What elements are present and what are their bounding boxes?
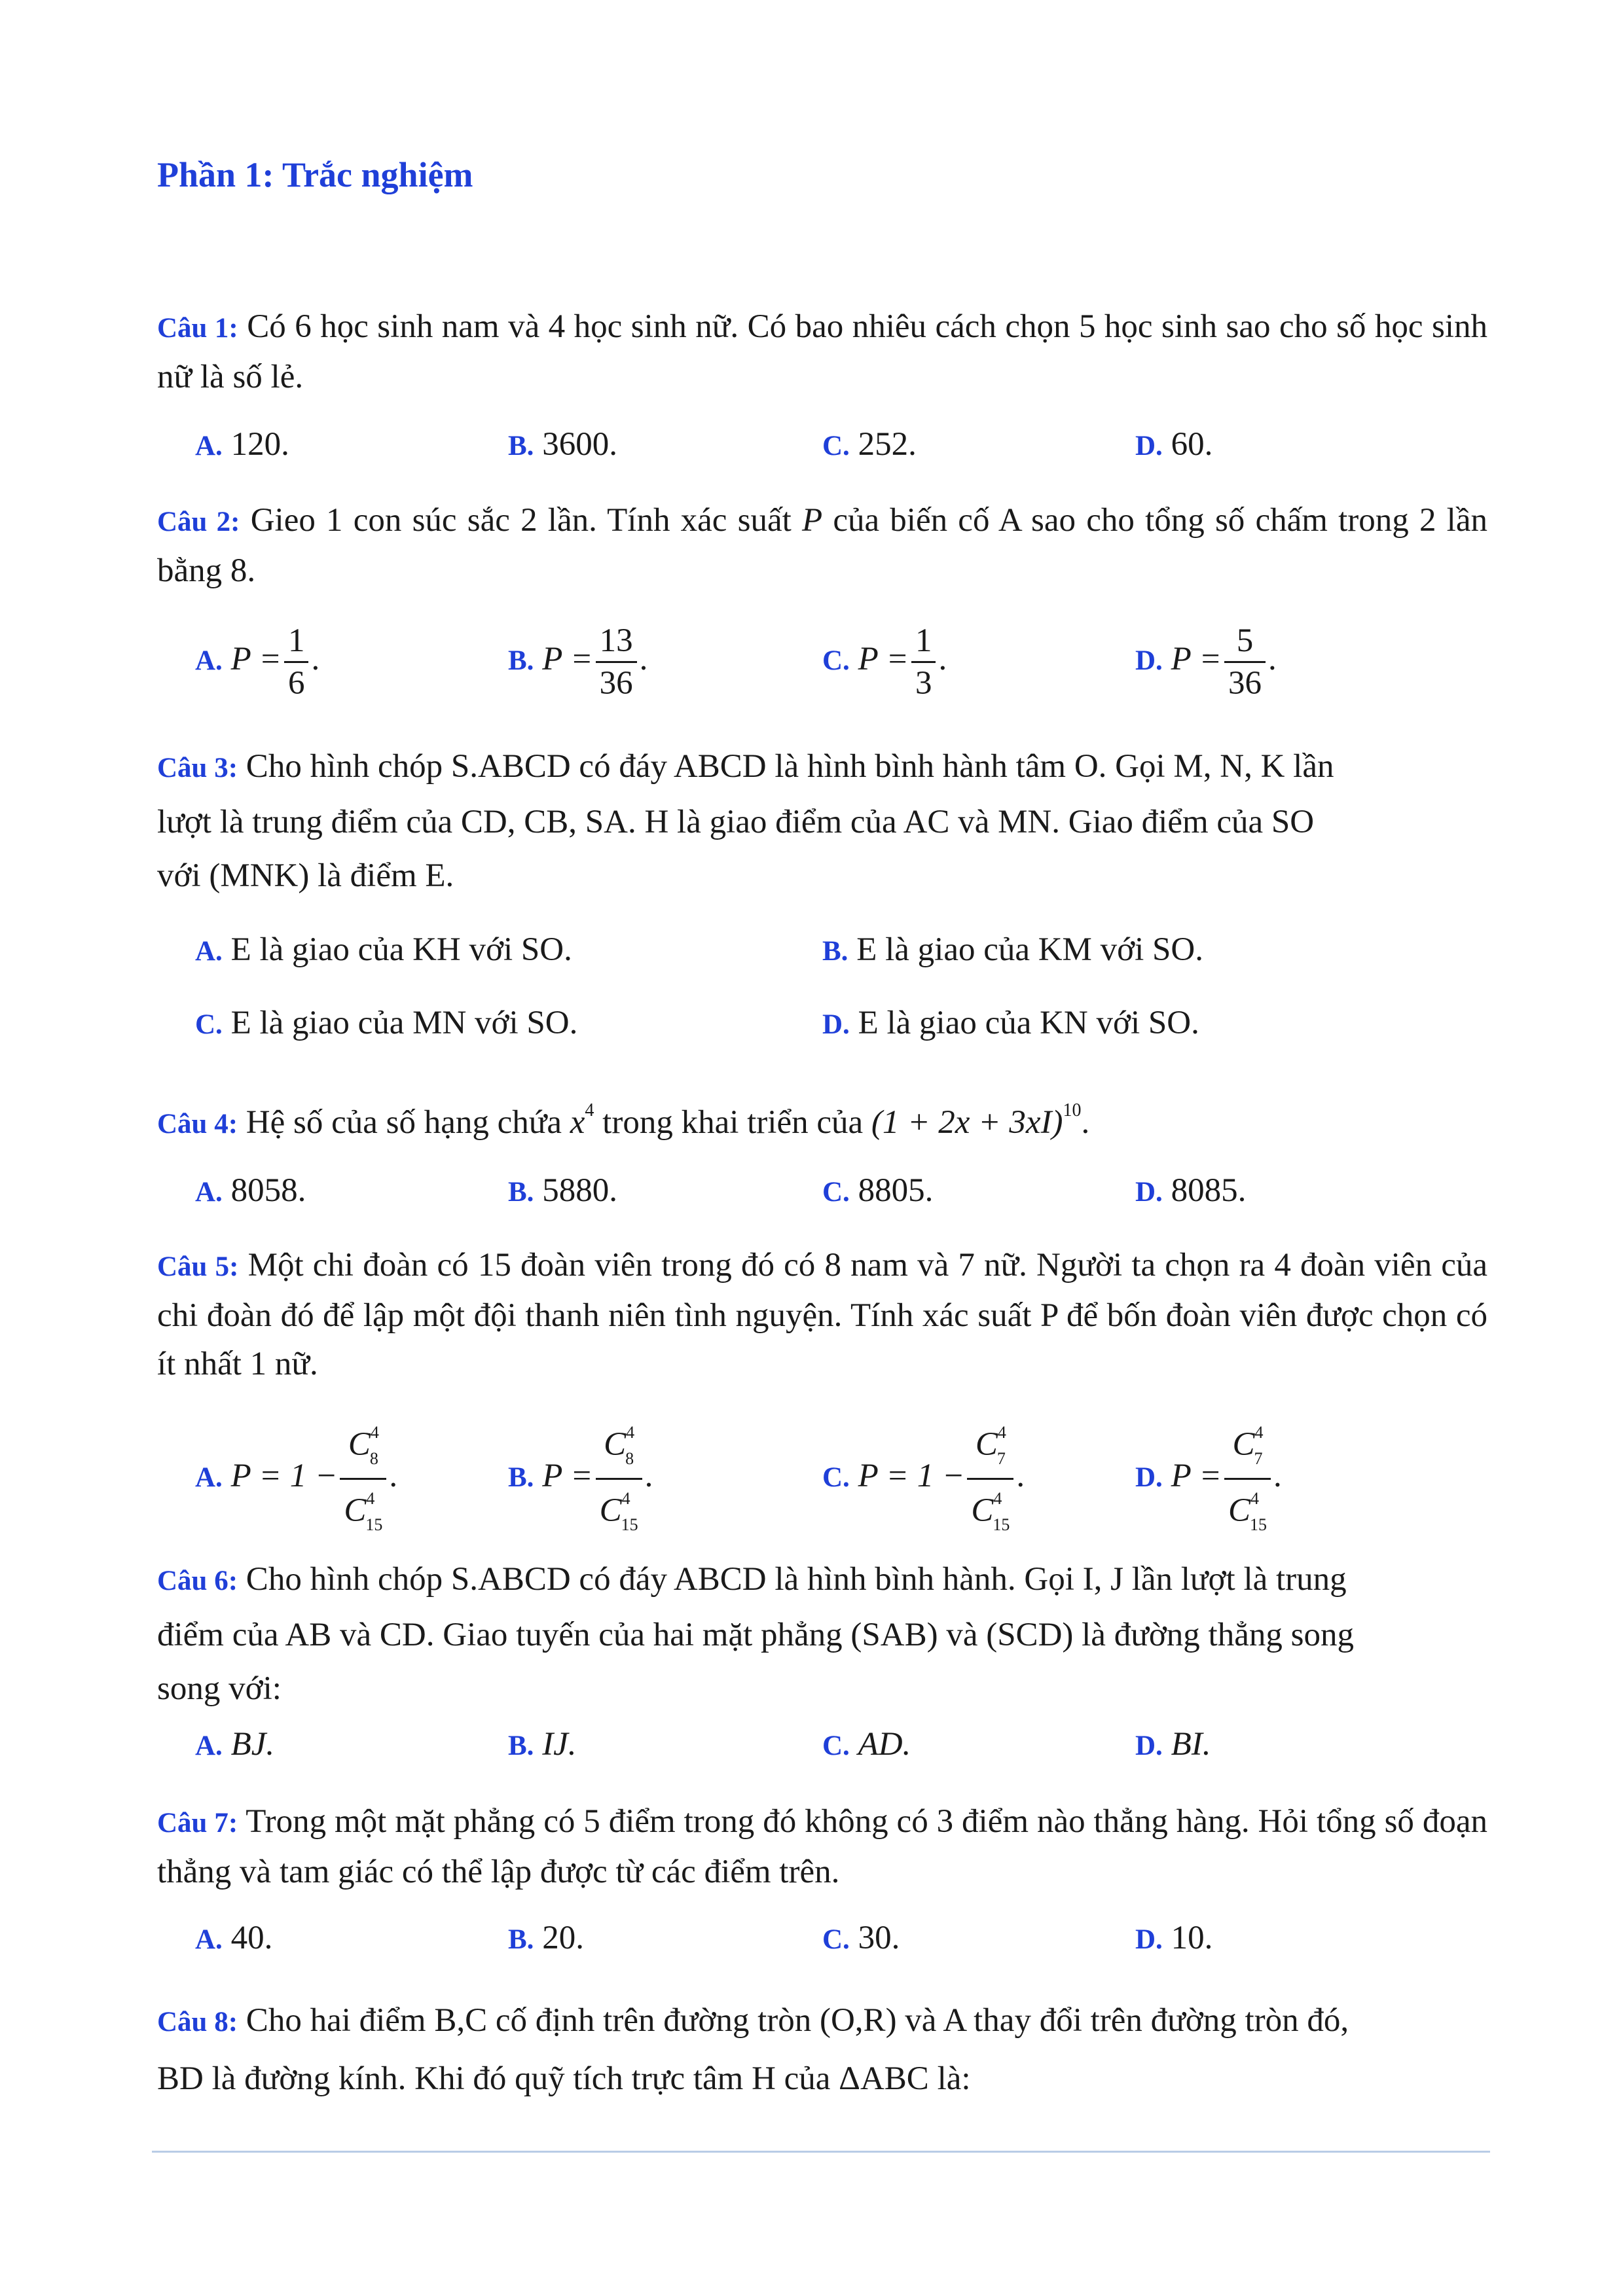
option-text: 40. xyxy=(230,1920,273,1956)
option-c[interactable] xyxy=(195,1004,577,1042)
option-c[interactable] xyxy=(822,1172,933,1210)
option-a[interactable] xyxy=(195,1172,306,1210)
option-text: 252. xyxy=(858,426,917,463)
question-text: Cho hai điểm B,C cố định trên đường tròn (O,R) và A thay đổi trên đường tròn đó, xyxy=(246,2002,1349,2039)
option-label: A. xyxy=(195,645,223,677)
math-lhs: P = xyxy=(230,641,282,678)
option-label: D. xyxy=(1135,1924,1163,1955)
numerator: $C^4_8$ xyxy=(340,1414,386,1480)
question-text: của biến cố A sao cho tổng số chấm trong 2 lần bằng 8. xyxy=(157,502,1487,589)
option-a[interactable] xyxy=(195,425,289,463)
option-label: C. xyxy=(822,431,850,461)
option-d[interactable] xyxy=(1135,1172,1246,1210)
option-text: 8805. xyxy=(858,1172,934,1209)
option-label: B. xyxy=(508,1177,534,1208)
question-8 xyxy=(157,1992,1487,2107)
math-expression: (1 + 2x + 3xI) xyxy=(871,1104,1063,1141)
section-title: Phần 1: Trắc nghiệm xyxy=(157,155,473,194)
numerator: 5 xyxy=(1224,620,1266,663)
option-a[interactable] xyxy=(195,1919,272,1957)
question-label: Câu 6: xyxy=(157,1566,238,1596)
question-text: với (MNK) là điểm E. xyxy=(157,857,454,894)
option-a[interactable]: A. P = 1 − $\frac{C^4_8}{C^4_{15}}$ . xyxy=(195,1414,397,1544)
option-label: C. xyxy=(195,1009,223,1040)
option-label: B. xyxy=(508,1924,534,1955)
option-text: 120. xyxy=(230,426,289,463)
question-text: điểm của AB và CD. Giao tuyến của hai mặt phẳng (SAB) và (SCD) là đường thẳng song xyxy=(157,1617,1354,1653)
option-b[interactable]: B. P = $\frac{C^4_8}{C^4_{15}}$ . xyxy=(508,1414,653,1544)
option-text: 20. xyxy=(542,1920,584,1956)
option-b[interactable]: B. P = $\frac{13}{36}$ . xyxy=(508,620,647,704)
denominator: $C^4_{15}$ xyxy=(1228,1489,1267,1534)
option-d[interactable]: D. P = $\frac{C^4_7}{C^4_{15}}$ . xyxy=(1135,1414,1282,1544)
option-label: B. xyxy=(822,936,848,967)
option-d[interactable] xyxy=(1135,1725,1211,1763)
denominator: 3 xyxy=(915,665,932,702)
math-var: x xyxy=(570,1104,585,1141)
denominator: 6 xyxy=(287,665,305,702)
math-lhs: P = xyxy=(542,1458,593,1495)
question-text: BD là đường kính. Khi đó quỹ tích trực tâm H của ΔABC là: xyxy=(157,2060,971,2097)
option-label: C. xyxy=(822,645,850,677)
question-5 xyxy=(157,1241,1487,1388)
option-c[interactable] xyxy=(822,1725,911,1763)
question-text: Cho hình chóp S.ABCD có đáy ABCD là hình bình hành. Gọi I, J lần lượt là trung xyxy=(246,1561,1347,1598)
option-b[interactable] xyxy=(508,1725,577,1763)
denominator: 36 xyxy=(1228,665,1262,702)
footer-divider xyxy=(152,2151,1490,2153)
question-label: Câu 5: xyxy=(157,1251,239,1282)
question-text: Một chi đoàn có 15 đoàn viên trong đó có 8 nam và 7 nữ. Người ta chọn ra 4 đoàn viên của chi đoàn đó để lập một đội thanh niên tình nguyện. Tính xác suất P để bốn đoàn viên được chọn có ít nhất 1 nữ. xyxy=(157,1247,1488,1382)
denominator: $C^4_{15}$ xyxy=(599,1489,638,1534)
option-text: E là giao của KM với SO. xyxy=(856,931,1203,968)
option-text: BI. xyxy=(1171,1726,1211,1763)
option-c[interactable]: C. P = $\frac{1}{3}$ . xyxy=(822,620,947,704)
option-text: BJ. xyxy=(230,1726,275,1763)
option-label: D. xyxy=(1135,1462,1163,1494)
power: 4 xyxy=(585,1100,594,1121)
option-label: B. xyxy=(508,1731,534,1761)
question-text: song với: xyxy=(157,1670,282,1707)
option-text: E là giao của MN với SO. xyxy=(230,1005,578,1041)
question-3 xyxy=(157,740,1487,903)
math-var: P xyxy=(801,502,823,539)
option-d[interactable] xyxy=(1135,1919,1213,1957)
question-label: Câu 8: xyxy=(157,2007,238,2037)
option-text: 8085. xyxy=(1171,1172,1247,1209)
question-text: trong khai triển của xyxy=(602,1104,864,1141)
option-a[interactable]: A. P = $\frac{1}{6}$ . xyxy=(195,620,319,704)
option-text: 30. xyxy=(858,1920,900,1956)
option-label: A. xyxy=(195,1731,223,1761)
numerator: 1 xyxy=(911,620,936,663)
option-label: C. xyxy=(822,1924,850,1955)
denominator: $C^4_{15}$ xyxy=(344,1489,383,1534)
question-1 xyxy=(157,302,1487,401)
option-label: A. xyxy=(195,431,223,461)
math-lhs: P = xyxy=(858,641,909,678)
question-4: Câu 4: Hệ số của số hạng chứa $x^4$ trong khai triển của $(1 + 2x + 3xI)^{10}$. xyxy=(157,1100,1090,1141)
denominator: $C^4_{15}$ xyxy=(971,1489,1010,1534)
numerator: 1 xyxy=(284,620,309,663)
option-label: A. xyxy=(195,1177,223,1208)
numerator: $C^4_7$ xyxy=(967,1414,1013,1480)
option-b[interactable] xyxy=(508,1919,584,1957)
option-b[interactable] xyxy=(508,1172,617,1210)
option-label: B. xyxy=(508,645,534,677)
question-7 xyxy=(157,1797,1487,1896)
option-label: A. xyxy=(195,1462,223,1494)
option-label: D. xyxy=(822,1009,850,1040)
question-text: Cho hình chóp S.ABCD có đáy ABCD là hình bình hành tâm O. Gọi M, N, K lần xyxy=(246,748,1334,785)
option-label: C. xyxy=(822,1177,850,1208)
question-text: Hệ số của số hạng chứa xyxy=(246,1104,562,1141)
question-text: Trong một mặt phẳng có 5 điểm trong đó không có 3 điểm nào thẳng hàng. Hỏi tổng số đoạn thẳng và tam giác có thể lập được từ các điểm trên. xyxy=(157,1803,1487,1890)
question-2 xyxy=(157,496,1487,595)
option-text: IJ. xyxy=(542,1726,577,1763)
option-text: 3600. xyxy=(542,426,617,463)
option-label: A. xyxy=(195,936,223,967)
math-lhs: P = xyxy=(542,641,593,678)
option-d[interactable] xyxy=(822,1004,1199,1042)
question-text: lượt là trung điểm của CD, CB, SA. H là giao điểm của AC và MN. Giao điểm của SO xyxy=(157,804,1315,840)
numerator: 13 xyxy=(596,620,637,663)
question-label: Câu 1: xyxy=(157,313,238,344)
option-text: 60. xyxy=(1171,426,1213,463)
option-label: D. xyxy=(1135,1177,1163,1208)
option-label: A. xyxy=(195,1924,223,1955)
option-d[interactable]: D. P = $\frac{5}{36}$ . xyxy=(1135,620,1277,704)
option-b[interactable] xyxy=(508,425,617,463)
question-label: Câu 3: xyxy=(157,753,238,783)
option-label: D. xyxy=(1135,431,1163,461)
option-a[interactable] xyxy=(195,1725,274,1763)
question-text: Gieo 1 con súc sắc 2 lần. Tính xác suất xyxy=(250,502,792,539)
option-text: 8058. xyxy=(230,1172,306,1209)
option-d[interactable] xyxy=(1135,425,1213,463)
math-lhs: P = 1 − xyxy=(858,1458,965,1495)
option-text: 5880. xyxy=(542,1172,617,1209)
option-text: E là giao của KH với SO. xyxy=(230,931,572,968)
option-b[interactable] xyxy=(822,931,1203,969)
math-lhs: P = 1 − xyxy=(230,1458,338,1495)
option-c[interactable]: C. P = 1 − $\frac{C^4_7}{C^4_{15}}$ . xyxy=(822,1414,1025,1544)
question-label: Câu 7: xyxy=(157,1808,238,1839)
question-label: Câu 2: xyxy=(157,507,240,537)
option-label: B. xyxy=(508,1462,534,1494)
option-a[interactable] xyxy=(195,931,572,969)
option-label: B. xyxy=(508,431,534,461)
question-label: Câu 4: xyxy=(157,1109,238,1139)
question-text: Có 6 học sinh nam và 4 học sinh nữ. Có bao nhiêu cách chọn 5 học sinh sao cho số học sinh nữ là số lẻ. xyxy=(157,308,1488,395)
option-text: E là giao của KN với SO. xyxy=(858,1005,1199,1041)
option-label: C. xyxy=(822,1462,850,1494)
math-lhs: P = xyxy=(1171,1458,1222,1495)
question-6 xyxy=(157,1552,1487,1715)
denominator: 36 xyxy=(599,665,633,702)
option-text: AD. xyxy=(858,1726,911,1763)
option-text: 10. xyxy=(1171,1920,1213,1956)
option-c[interactable] xyxy=(822,425,917,463)
exponent: 10 xyxy=(1063,1100,1082,1121)
numerator: $C^4_8$ xyxy=(596,1414,642,1480)
option-c[interactable] xyxy=(822,1919,900,1957)
option-label: C. xyxy=(822,1731,850,1761)
numerator: $C^4_7$ xyxy=(1224,1414,1271,1480)
option-label: D. xyxy=(1135,1731,1163,1761)
option-label: D. xyxy=(1135,645,1163,677)
math-lhs: P = xyxy=(1171,641,1222,678)
